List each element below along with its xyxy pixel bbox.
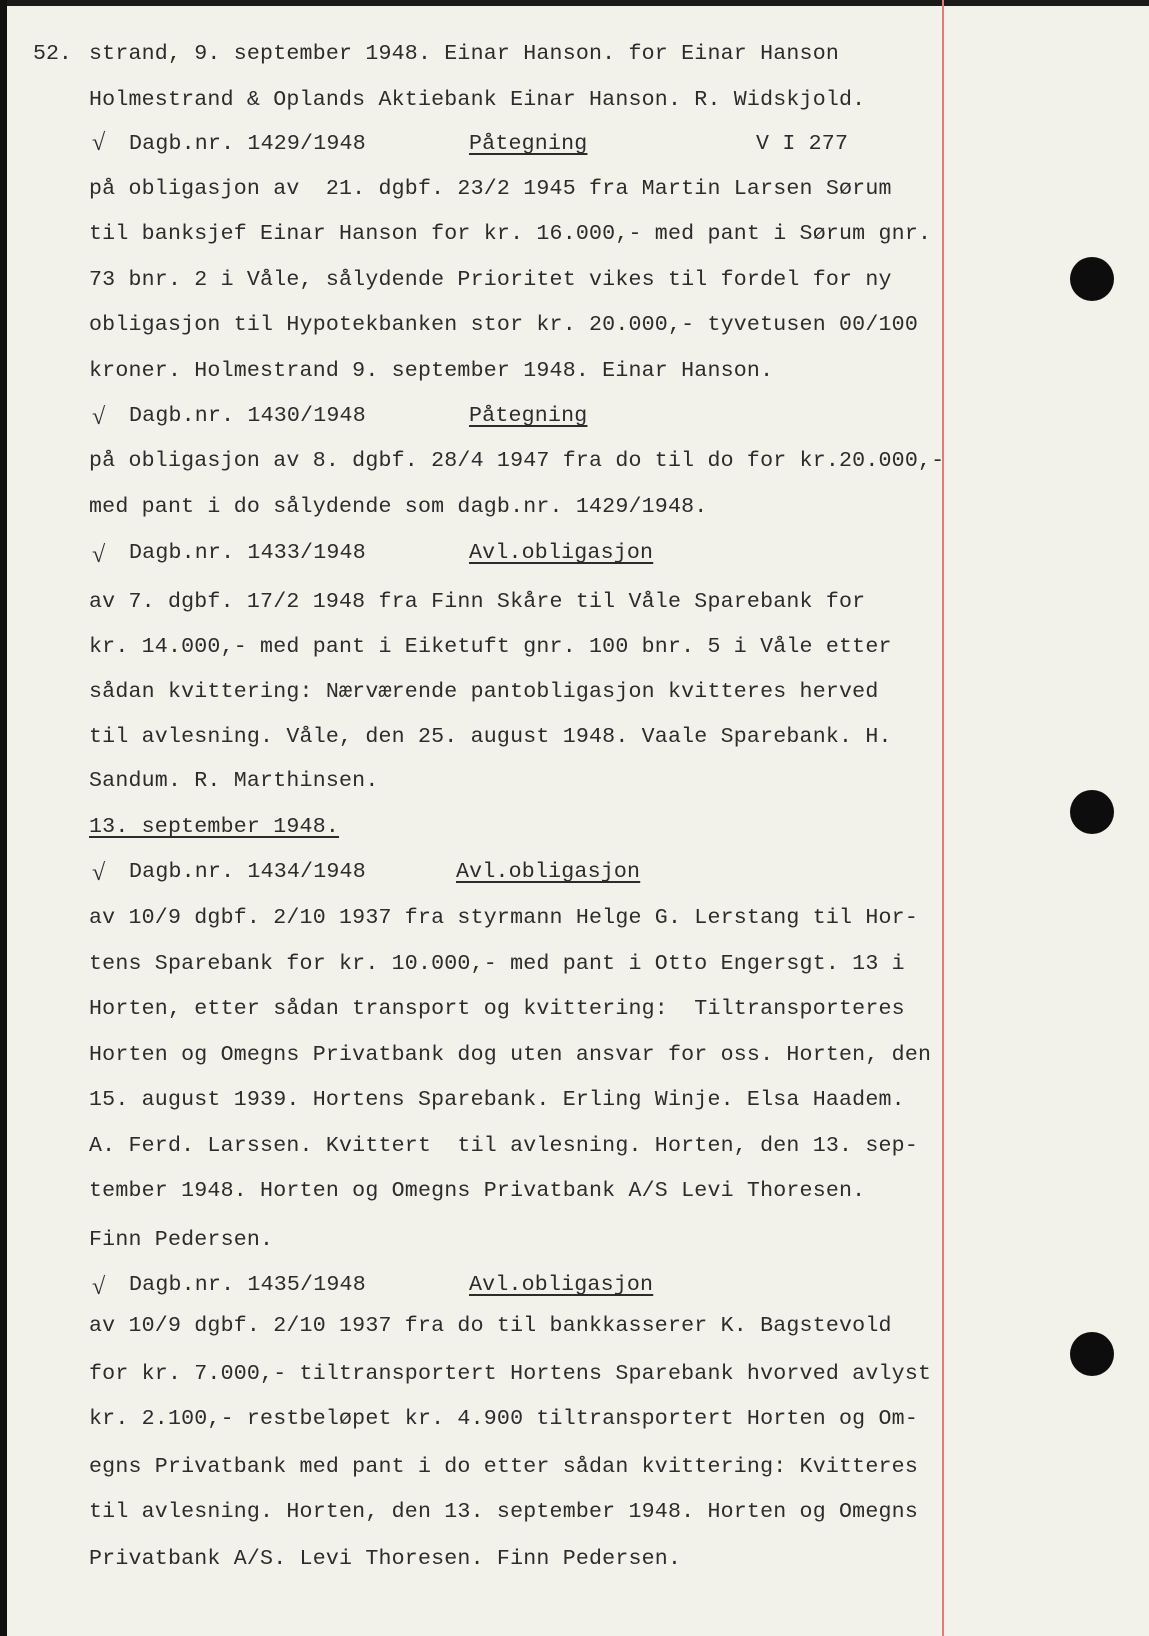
text-line: av 10/9 dgbf. 2/10 1937 fra do til bankkasserer K. Bagstevold: [89, 1314, 892, 1338]
text-line: Privatbank A/S. Levi Thoresen. Finn Pedersen.: [89, 1547, 682, 1571]
text-line: på obligasjon av 21. dgbf. 23/2 1945 fra Martin Larsen Sørum: [89, 177, 892, 201]
check-mark-icon: √: [92, 860, 106, 886]
scan-left-edge: [0, 0, 7, 1636]
entry-type: Avl.obligasjon: [456, 860, 641, 884]
text-line: kr. 2.100,- restbeløpet kr. 4.900 tiltransportert Horten og Om-: [89, 1407, 918, 1431]
text-line: med pant i do sålydende som dagb.nr. 1429/1948.: [89, 495, 708, 519]
text-line: Sandum. R. Marthinsen.: [89, 769, 379, 793]
text-line: av 10/9 dgbf. 2/10 1937 fra styrmann Helge G. Lerstang til Hor-: [89, 906, 918, 930]
entry-type: Påtegning: [469, 404, 588, 428]
date-heading: 13. september 1948.: [89, 815, 340, 839]
entry-reference: V I 277: [756, 132, 849, 156]
text-line: kr. 14.000,- med pant i Eiketuft gnr. 100 bnr. 5 i Våle etter: [89, 635, 892, 659]
text-line: på obligasjon av 8. dgbf. 28/4 1947 fra do til do for kr.20.000,-: [89, 449, 945, 473]
entry-type: Påtegning: [469, 132, 588, 156]
check-mark-icon: √: [92, 1274, 106, 1300]
text-line: kroner. Holmestrand 9. september 1948. Einar Hanson.: [89, 359, 774, 383]
page-number: 52.: [33, 42, 72, 66]
entry-type: Avl.obligasjon: [469, 541, 654, 565]
text-line: Finn Pedersen.: [89, 1228, 274, 1252]
red-margin-line: [942, 0, 944, 1636]
text-line: strand, 9. september 1948. Einar Hanson. for Einar Hanson: [89, 42, 840, 66]
entry-number: Dagb.nr. 1434/1948: [129, 860, 366, 884]
text-line: Horten, etter sådan transport og kvittering: Tiltransporteres: [89, 997, 905, 1021]
punch-hole: [1070, 790, 1114, 834]
text-line: Horten og Omegns Privatbank dog uten ansvar for oss. Horten, den: [89, 1043, 932, 1067]
scan-top-edge: [0, 0, 1149, 6]
text-line: 15. august 1939. Hortens Sparebank. Erling Winje. Elsa Haadem.: [89, 1088, 905, 1112]
text-line: sådan kvittering: Nærværende pantobligasjon kvitteres herved: [89, 680, 879, 704]
entry-number: Dagb.nr. 1433/1948: [129, 541, 366, 565]
text-line: til banksjef Einar Hanson for kr. 16.000,- med pant i Sørum gnr.: [89, 222, 932, 246]
text-line: Holmestrand & Oplands Aktiebank Einar Hanson. R. Widskjold.: [89, 88, 866, 112]
text-line: til avlesning. Horten, den 13. september 1948. Horten og Omegns: [89, 1500, 918, 1524]
text-line: til avlesning. Våle, den 25. august 1948. Vaale Sparebank. H.: [89, 725, 892, 749]
check-mark-icon: √: [92, 542, 106, 568]
text-line: obligasjon til Hypotekbanken stor kr. 20.000,- tyvetusen 00/100: [89, 313, 918, 337]
check-mark-icon: √: [92, 404, 106, 430]
entry-number: Dagb.nr. 1430/1948: [129, 404, 366, 428]
entry-number: Dagb.nr. 1435/1948: [129, 1273, 366, 1297]
text-line: A. Ferd. Larssen. Kvittert til avlesning. Horten, den 13. sep-: [89, 1134, 918, 1158]
text-line: for kr. 7.000,- tiltransportert Hortens Sparebank hvorved avlyst: [89, 1362, 932, 1386]
punch-hole: [1070, 257, 1114, 301]
text-line: av 7. dgbf. 17/2 1948 fra Finn Skåre til Våle Sparebank for: [89, 590, 866, 614]
entry-number: Dagb.nr. 1429/1948: [129, 132, 366, 156]
text-line: tember 1948. Horten og Omegns Privatbank A/S Levi Thoresen.: [89, 1179, 866, 1203]
punch-hole: [1070, 1332, 1114, 1376]
text-line: egns Privatbank med pant i do etter sådan kvittering: Kvitteres: [89, 1455, 918, 1479]
check-mark-icon: √: [92, 130, 106, 156]
text-line: tens Sparebank for kr. 10.000,- med pant i Otto Engersgt. 13 i: [89, 952, 905, 976]
text-line: 73 bnr. 2 i Våle, sålydende Prioritet vikes til fordel for ny: [89, 268, 892, 292]
entry-type: Avl.obligasjon: [469, 1273, 654, 1297]
